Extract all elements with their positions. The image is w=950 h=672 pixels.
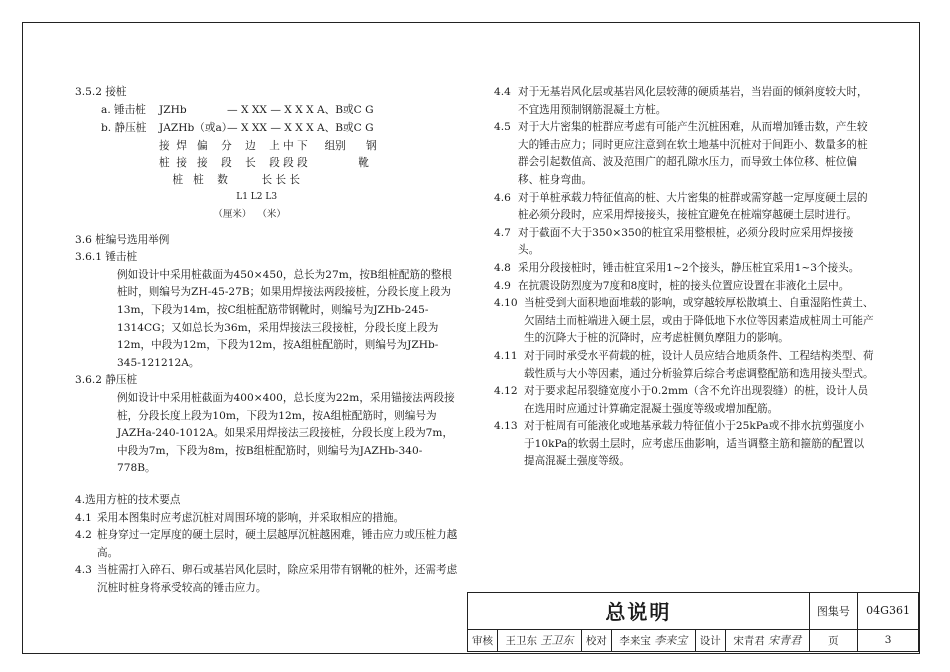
list-item: [494, 295, 874, 348]
item-number: 4.6: [494, 191, 511, 204]
page-number: 3: [858, 629, 919, 651]
legend-line-2: 桩 接 接 段 长 段 段 段 靴: [159, 156, 369, 169]
item-number: 4.7: [494, 226, 511, 239]
check-name: 李来宝: [619, 635, 651, 648]
right-column: [494, 84, 874, 471]
item-text: 对于要求起吊裂缝宽度小于0.2mm（含不允许出现裂缝）的桩，设计人员在选用时应通过计算确定混凝土强度等级或增加配筋。: [524, 385, 869, 415]
left-items: [75, 510, 460, 598]
list-item: [494, 119, 874, 189]
section-3-6-title: 3.6 桩编号选用举例: [75, 233, 170, 246]
item-text: 对于桩周有可能液化或地基承载力特征值小于25kPa或不排水抗剪强度小于10kPa的软弱土层时，应考虑压曲影响，适当调整主筋和箍筋的配置以提高混凝土强度等级。: [524, 420, 865, 468]
left-column: [75, 84, 460, 597]
design-name: 宋青君: [733, 635, 765, 648]
list-item: [494, 260, 874, 278]
review-signature: 王卫东: [540, 634, 574, 648]
item-number: 4.12: [494, 385, 518, 398]
drawing-title: 总说明: [468, 593, 810, 630]
list-item: [494, 418, 874, 471]
atlas-label: 图集号: [809, 593, 857, 630]
list-item: [494, 383, 874, 418]
section-3-6-1-title: 3.6.1 锤击桩: [75, 251, 138, 264]
item-number: 4.1: [75, 511, 92, 524]
item-number: 4.9: [494, 279, 511, 292]
section-3-6-2-text: 例如设计中采用桩截面为400×400，总长度为22m，采用锚接法两段接桩，分段长度上段为10m，下段为12m，按A组桩配筋时，则编号为JAZHa-240-1012A。如果采用焊接法三段接桩，分段长度上段为7m，中段为7m，下段为8m，按B组桩配筋时，则编号为JAZHb-340-778B。: [117, 391, 455, 475]
item-text: 对于截面不大于350×350的桩宜采用整根桩，必须分段时应采用焊接接头。: [518, 226, 854, 257]
section-4-title: 4.选用方桩的技术要点: [75, 493, 181, 506]
list-item: [494, 84, 874, 119]
item-text: 对于大片密集的桩群应考虑有可能产生沉桩困难，从而增加锤击数，产生较大的锤击应力；同时更应注意到在软土地基中沉桩对于间距小、数量多的桩群会引起数值高、波及范围广的超孔隙水压力，而导致土体位移、桩位偏移、桩身弯曲。: [518, 121, 868, 186]
list-item: [75, 527, 460, 562]
legend-line-5: （厘米） （米）: [159, 208, 286, 220]
legend-line-4: L1 L2 L3: [159, 191, 278, 202]
legend-line-1: 接 焊 偏 分 边 上 中 下 组别 钢: [159, 139, 377, 152]
item-number: 4.5: [494, 121, 511, 134]
check-label: 校对: [585, 634, 607, 647]
design-signature: 宋青君: [768, 634, 802, 648]
title-block: [467, 592, 919, 652]
section-3-5-2-title: 3.5.2 接桩: [75, 86, 127, 98]
list-item: [75, 562, 460, 597]
item-number: 4.3: [75, 564, 92, 577]
code-row-a-tail: — X XX — X X X A、B或C G: [227, 103, 374, 116]
item-text: 当桩需打入碎石、卵石或基岩风化层时，除应采用带有钢靴的桩外，还需考虑沉桩时桩身将承受较高的锤击应力。: [97, 564, 458, 594]
item-text: 桩身穿过一定厚度的硬土层时，硬土层越厚沉桩越困难，锤击应力或压桩力越高。: [97, 529, 458, 559]
atlas-number: 04G361: [858, 593, 919, 630]
list-item: [75, 510, 460, 528]
code-row-b-label: b. 静压桩: [101, 121, 147, 134]
section-3-6-1-text: 例如设计中采用桩截面为450×450，总长为27m，按B组桩配筋的整根桩时，则编号为ZH-45-27B；如果用焊接法两段接桩，分段长度上段为13m，下段为14m，按C组桩配筋带钢靴时，则编号为JZHb-245-1314CG；又如总长为36m，采用焊接法三段接桩，分段长度上段为12m，中段为12m，下段为12m，按A组桩配筋时，则编号为JZHb-345-121212A。: [117, 268, 452, 369]
item-number: 4.10: [494, 297, 518, 310]
item-text: 对于无基岩风化层或基岩风化层较薄的硬质基岩，当岩面的倾斜度较大时，不宜选用预制钢筋混凝土方桩。: [518, 86, 868, 116]
list-item: [494, 190, 874, 225]
item-text: 对于单桩承载力特征值高的桩、大片密集的桩群或需穿越一定厚度硬土层的桩必须分段时，应采用焊接接头，接桩宜避免在桩端穿越硬土层时进行。: [518, 191, 868, 222]
review-label: 审核: [471, 634, 493, 647]
legend-line-3: 桩 桩 数 长 长 长: [159, 173, 301, 186]
item-number: 4.2: [75, 529, 92, 542]
item-number: 4.11: [494, 349, 518, 362]
design-label: 设计: [699, 634, 721, 647]
code-row-b-tail: — X XX — X X X A、B或C G: [227, 121, 374, 134]
code-row-a-label: a. 锤击桩: [101, 103, 146, 116]
section-3-6-2-title: 3.6.2 静压桩: [75, 374, 138, 387]
item-number: 4.8: [494, 261, 511, 274]
item-text: 采用分段接桩时，锤击桩宜采用1~2个接头，静压桩宜采用1~3个接头。: [518, 261, 860, 274]
code-row-a-prefix: JZHb: [159, 103, 187, 116]
list-item: [494, 225, 874, 260]
list-item: [494, 278, 874, 296]
page-label: 页: [809, 629, 857, 651]
pile-code-legend: [75, 102, 460, 232]
item-text: 对于同时承受水平荷载的桩，设计人员应结合地质条件、工程结构类型、荷载性质与大小等因素，通过分析验算后综合考虑调整配筋和选用接头型式。: [524, 349, 874, 380]
check-signature: 李来宝: [654, 634, 688, 648]
item-number: 4.4: [494, 86, 511, 98]
review-name: 王卫东: [505, 635, 537, 648]
item-text: 在抗震设防烈度为7度和8度时，桩的接头位置应设置在非液化土层中。: [518, 279, 850, 292]
item-text: 采用本图集时应考虑沉桩对周围环境的影响，并采取相应的措施。: [97, 511, 405, 524]
list-item: [494, 348, 874, 383]
item-text: 当桩受到大面积地面堆载的影响，或穿越较厚松散填土、自重湿陷性黄土、欠固结土而桩端进入硬土层，或由于降低地下水位等因素造成桩周土可能产生的沉降大于桩的沉降时，应考虑桩侧负摩阻力的影响。: [524, 297, 874, 345]
code-row-b-prefix: JAZHb（或a）: [159, 121, 233, 134]
item-number: 4.13: [494, 420, 518, 433]
